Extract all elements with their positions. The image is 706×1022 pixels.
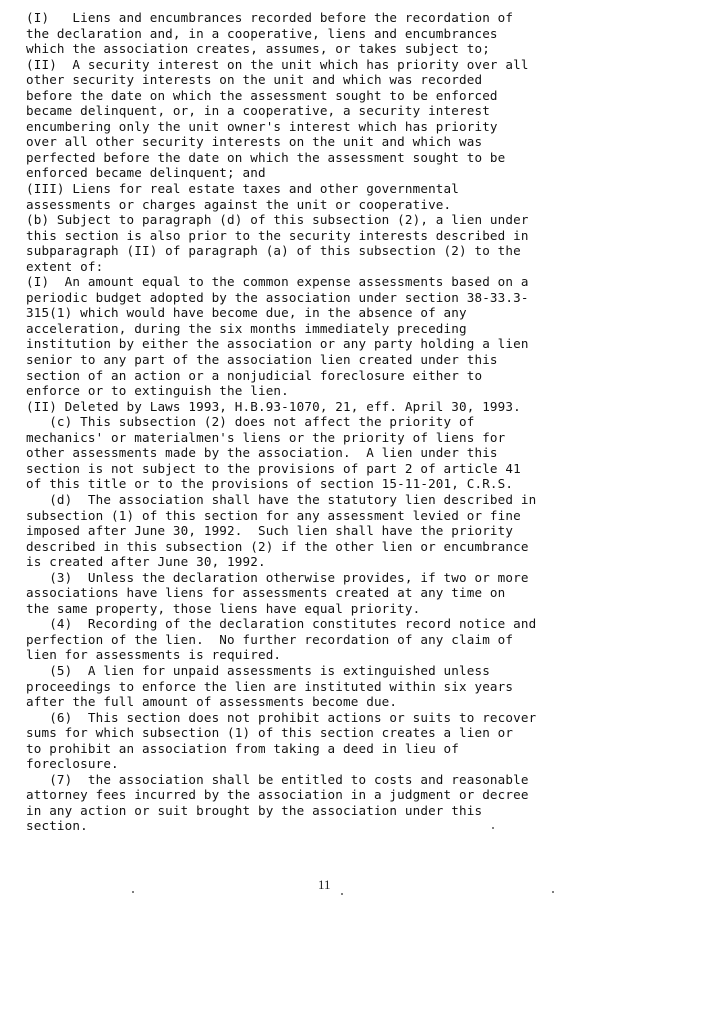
text-line: this section is also prior to the security interests described in xyxy=(26,227,529,243)
text-line: section is not subject to the provisions of part 2 of article 41 xyxy=(26,460,521,476)
text-line: acceleration, during the six months immediately preceding xyxy=(26,320,467,336)
text-line: section of an action or a nonjudicial foreclosure either to xyxy=(26,367,483,383)
text-line: became delinquent, or, in a cooperative, a security interest xyxy=(26,103,490,119)
text-line: encumbering only the unit owner's interest which has priority xyxy=(26,118,498,134)
text-line: (II) Deleted by Laws 1993, H.B.93-1070, 21, eff. April 30, 1993. xyxy=(26,398,521,414)
text-line: mechanics' or materialmen's liens or the priority of liens for xyxy=(26,429,506,445)
text-line: assessments or charges against the unit or cooperative. xyxy=(26,196,452,212)
text-line: (4) Recording of the declaration constitutes record notice and xyxy=(26,616,537,632)
text-line: 315(1) which would have become due, in the absence of any xyxy=(26,305,467,321)
text-line: enforced became delinquent; and xyxy=(26,165,266,181)
text-line: the same property, those liens have equal priority. xyxy=(26,600,421,616)
text-line: after the full amount of assessments become due. xyxy=(26,694,398,710)
text-line: imposed after June 30, 1992. Such lien shall have the priority xyxy=(26,523,514,539)
text-line: (5) A lien for unpaid assessments is extinguished unless xyxy=(26,662,490,678)
text-line: foreclosure. xyxy=(26,756,119,772)
text-line: in any action or suit brought by the association under this xyxy=(26,802,483,818)
text-line: section. xyxy=(26,818,88,834)
text-line: over all other security interests on the unit and which was xyxy=(26,134,483,150)
text-line: senior to any part of the association lien created under this xyxy=(26,352,498,368)
statute-text-block xyxy=(26,10,666,834)
text-line: (III) Liens for real estate taxes and other governmental xyxy=(26,181,459,197)
text-line: subparagraph (II) of paragraph (a) of this subsection (2) to the xyxy=(26,243,521,259)
text-line: sums for which subsection (1) of this section creates a lien or xyxy=(26,725,514,741)
scan-speck xyxy=(552,891,554,893)
text-line: extent of: xyxy=(26,258,104,274)
text-line: (d) The association shall have the statutory lien described in xyxy=(26,491,537,507)
text-line: (c) This subsection (2) does not affect the priority of xyxy=(26,414,475,430)
text-line: associations have liens for assessments created at any time on xyxy=(26,585,506,601)
text-line: perfection of the lien. No further recordation of any claim of xyxy=(26,631,514,647)
scan-speck xyxy=(132,891,134,893)
text-line: the declaration and, in a cooperative, liens and encumbrances xyxy=(26,25,498,41)
text-line: which the association creates, assumes, or takes subject to; xyxy=(26,41,490,57)
text-line: attorney fees incurred by the association in a judgment or decree xyxy=(26,787,529,803)
text-line: (3) Unless the declaration otherwise provides, if two or more xyxy=(26,569,529,585)
text-line: (7) the association shall be entitled to costs and reasonable xyxy=(26,771,529,787)
text-line: other assessments made by the association. A lien under this xyxy=(26,445,498,461)
text-line: described in this subsection (2) if the other lien or encumbrance xyxy=(26,538,529,554)
text-line: subsection (1) of this section for any assessment levied or fine xyxy=(26,507,521,523)
text-line: of this title or to the provisions of section 15-11-201, C.R.S. xyxy=(26,476,514,492)
scan-speck xyxy=(341,893,343,895)
page-number: 11 xyxy=(318,877,331,892)
text-line: enforce or to extinguish the lien. xyxy=(26,383,289,399)
text-line: periodic budget adopted by the association under section 38-33.3- xyxy=(26,289,529,305)
text-line: (II) A security interest on the unit which has priority over all xyxy=(26,56,529,72)
text-line: is created after June 30, 1992. xyxy=(26,554,266,570)
text-line: other security interests on the unit and which was recorded xyxy=(26,72,483,88)
scan-speck xyxy=(492,827,494,829)
text-line: to prohibit an association from taking a deed in lieu of xyxy=(26,740,459,756)
text-line: proceedings to enforce the lien are instituted within six years xyxy=(26,678,514,694)
text-line: (I) An amount equal to the common expense assessments based on a xyxy=(26,274,529,290)
text-line: (6) This section does not prohibit actions or suits to recover xyxy=(26,709,537,725)
text-line: (I) Liens and encumbrances recorded before the recordation of xyxy=(26,10,514,25)
text-line: (b) Subject to paragraph (d) of this subsection (2), a lien under xyxy=(26,212,529,228)
text-line: institution by either the association or any party holding a lien xyxy=(26,336,529,352)
text-line: before the date on which the assessment sought to be enforced xyxy=(26,87,498,103)
text-line: lien for assessments is required. xyxy=(26,647,282,663)
text-line: perfected before the date on which the assessment sought to be xyxy=(26,149,506,165)
